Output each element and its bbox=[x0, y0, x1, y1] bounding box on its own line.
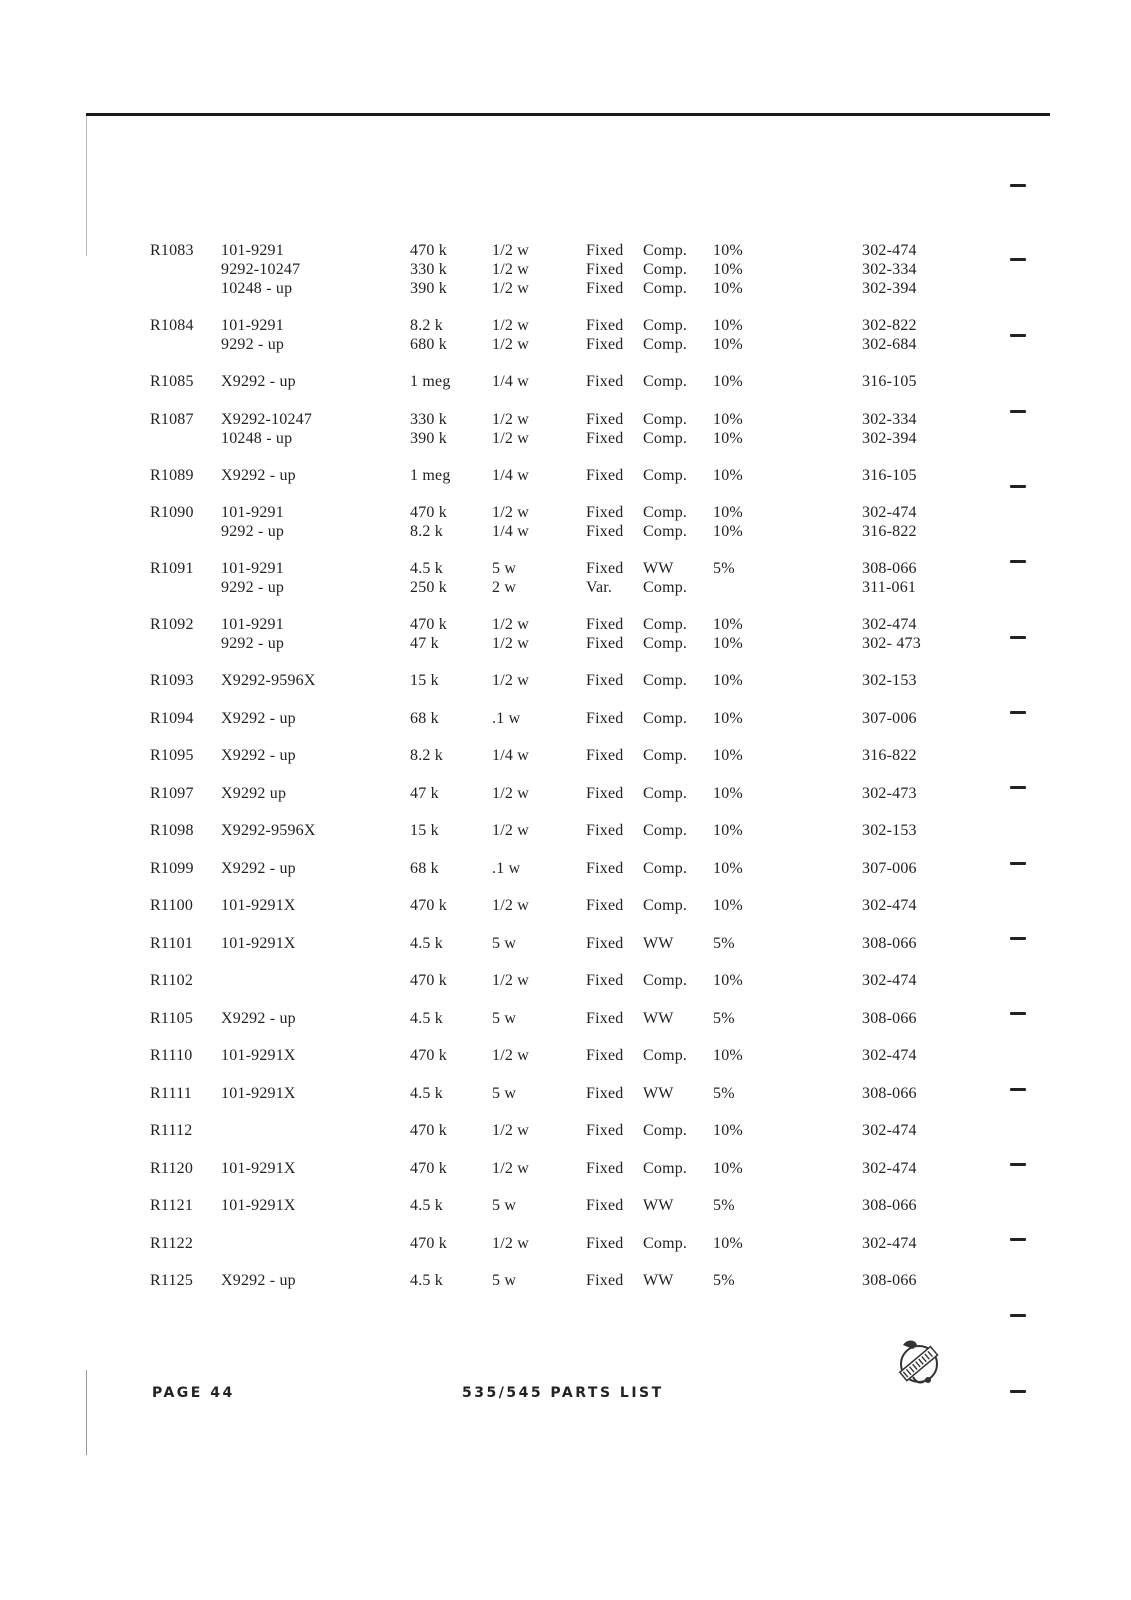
tolerance: 5% bbox=[713, 560, 735, 577]
part-number: 302-474 bbox=[862, 1234, 917, 1252]
part-number: 302-394 bbox=[862, 280, 917, 297]
tolerance: 10% bbox=[713, 261, 743, 278]
tolerance: 10% bbox=[713, 373, 743, 390]
composition: WW bbox=[643, 1197, 674, 1214]
part-number: 316-105 bbox=[862, 466, 917, 484]
composition: Comp. bbox=[643, 1159, 688, 1177]
tolerance: 10% bbox=[713, 1159, 743, 1177]
wattage: .1 w bbox=[492, 859, 521, 877]
wattage: 5 w bbox=[492, 934, 517, 952]
part-number: 307-006 bbox=[862, 709, 917, 727]
resistor-type: Fixed bbox=[586, 1197, 624, 1214]
tolerance: 10% bbox=[713, 672, 743, 689]
part-number: 308-066 bbox=[862, 934, 917, 952]
resistance-value: 470 k bbox=[410, 972, 447, 989]
composition: WW bbox=[643, 560, 674, 577]
wattage: 1/2 w bbox=[492, 504, 529, 521]
serial-range: 101-9291X bbox=[221, 1159, 296, 1177]
composition: Comp. bbox=[643, 410, 688, 428]
wattage: 1/2 w bbox=[492, 972, 529, 989]
part-number: 302-334 bbox=[862, 261, 917, 278]
serial-range: 101-9291 bbox=[221, 560, 284, 577]
binder-tick-mark bbox=[1010, 937, 1026, 940]
binder-tick-mark bbox=[1010, 1163, 1026, 1166]
part-number: 302- 473 bbox=[862, 635, 921, 652]
composition: Comp. bbox=[643, 429, 688, 447]
serial-range: 101-9291 bbox=[221, 616, 284, 633]
resistance-value: 4.5 k bbox=[410, 1197, 443, 1214]
composition: Comp. bbox=[643, 784, 688, 802]
serial-range: X9292 - up bbox=[221, 747, 296, 764]
resistance-value: 1 meg bbox=[410, 466, 451, 484]
resistance-value: 15 k bbox=[410, 672, 439, 689]
composition: Comp. bbox=[643, 672, 688, 689]
part-number: 302-474 bbox=[862, 242, 917, 259]
wattage: 1/2 w bbox=[492, 242, 529, 259]
resistor-type: Fixed bbox=[586, 1009, 624, 1027]
resistor-type: Fixed bbox=[586, 1084, 624, 1102]
part-number: 302-474 bbox=[862, 1047, 917, 1064]
composition: WW bbox=[643, 1084, 674, 1102]
binder-tick-mark bbox=[1010, 184, 1026, 187]
wattage: 5 w bbox=[492, 1197, 517, 1214]
wattage: 5 w bbox=[492, 1272, 517, 1289]
circuit-ref: R1089 bbox=[150, 466, 194, 484]
tolerance: 10% bbox=[713, 1047, 743, 1064]
resistor-type: Fixed bbox=[586, 1122, 624, 1139]
resistor-type: Fixed bbox=[586, 410, 624, 428]
resistance-value: 8.2 k bbox=[410, 523, 443, 540]
part-number: 302-474 bbox=[862, 972, 917, 989]
composition: Comp. bbox=[643, 635, 688, 652]
composition: Comp. bbox=[643, 261, 688, 278]
resistance-value: 470 k bbox=[410, 1159, 447, 1177]
circuit-ref: R1094 bbox=[150, 709, 194, 727]
circuit-ref: R1095 bbox=[150, 747, 194, 764]
tolerance: 10% bbox=[713, 859, 743, 877]
resistance-value: 4.5 k bbox=[410, 1009, 443, 1027]
resistance-value: 470 k bbox=[410, 242, 447, 259]
part-number: 302-153 bbox=[862, 822, 917, 839]
composition: Comp. bbox=[643, 972, 688, 989]
resistance-value: 330 k bbox=[410, 410, 447, 428]
wattage: 1/2 w bbox=[492, 1234, 529, 1252]
serial-range: X9292 - up bbox=[221, 1009, 296, 1027]
serial-range: 101-9291X bbox=[221, 1084, 296, 1102]
circuit-ref: R1091 bbox=[150, 560, 194, 577]
tolerance: 10% bbox=[713, 1122, 743, 1139]
composition: Comp. bbox=[643, 747, 688, 764]
circuit-ref: R1098 bbox=[150, 822, 194, 839]
resistor-type: Fixed bbox=[586, 709, 624, 727]
resistance-value: 47 k bbox=[410, 784, 439, 802]
circuit-ref: R1121 bbox=[150, 1197, 194, 1214]
wattage: 1/2 w bbox=[492, 1159, 529, 1177]
wattage: 1/4 w bbox=[492, 523, 529, 540]
binder-tick-mark bbox=[1010, 1390, 1026, 1393]
composition: WW bbox=[643, 1009, 674, 1027]
part-number: 311-061 bbox=[862, 579, 917, 596]
part-number: 302-474 bbox=[862, 616, 917, 633]
wattage: 1/2 w bbox=[492, 317, 529, 334]
resistance-value: 470 k bbox=[410, 1122, 447, 1139]
wattage: 1/2 w bbox=[492, 635, 529, 652]
circuit-ref: R1100 bbox=[150, 897, 194, 914]
tolerance: 10% bbox=[713, 429, 743, 447]
serial-range: 101-9291 bbox=[221, 317, 284, 334]
page-edge-line bbox=[86, 116, 87, 256]
circuit-ref: R1101 bbox=[150, 934, 194, 952]
resistor-type: Fixed bbox=[586, 1047, 624, 1064]
wattage: 5 w bbox=[492, 560, 517, 577]
resistance-value: 390 k bbox=[410, 280, 447, 297]
serial-range: 101-9291X bbox=[221, 1197, 296, 1214]
tolerance: 10% bbox=[713, 336, 743, 353]
tektronix-logo-icon bbox=[893, 1337, 945, 1389]
tolerance: 5% bbox=[713, 1009, 735, 1027]
circuit-ref: R1085 bbox=[150, 373, 194, 390]
tolerance: 10% bbox=[713, 972, 743, 989]
binder-tick-mark bbox=[1010, 1088, 1026, 1091]
part-number: 302-684 bbox=[862, 336, 917, 353]
binder-tick-mark bbox=[1010, 1012, 1026, 1015]
tolerance: 5% bbox=[713, 1197, 735, 1214]
part-number: 316-105 bbox=[862, 373, 917, 390]
part-number: 302-474 bbox=[862, 1122, 917, 1139]
tolerance: 10% bbox=[713, 504, 743, 521]
resistance-value: 470 k bbox=[410, 504, 447, 521]
part-number: 308-066 bbox=[862, 1009, 917, 1027]
wattage: 1/2 w bbox=[492, 672, 529, 689]
resistance-value: 68 k bbox=[410, 709, 439, 727]
part-number: 302-474 bbox=[862, 1159, 917, 1177]
resistor-type: Fixed bbox=[586, 859, 624, 877]
part-number: 302-822 bbox=[862, 317, 917, 334]
serial-range: 101-9291 bbox=[221, 504, 284, 521]
tolerance: 10% bbox=[713, 1234, 743, 1252]
wattage: 1/2 w bbox=[492, 280, 529, 297]
tolerance: 10% bbox=[713, 616, 743, 633]
resistance-value: 1 meg bbox=[410, 373, 451, 390]
serial-range: X9292 - up bbox=[221, 1272, 296, 1289]
resistance-value: 680 k bbox=[410, 336, 447, 353]
resistor-type: Fixed bbox=[586, 280, 624, 297]
composition: Comp. bbox=[643, 336, 688, 353]
wattage: 1/2 w bbox=[492, 822, 529, 839]
document-title: 535/545 PARTS LIST bbox=[462, 1385, 664, 1401]
page-number: PAGE 44 bbox=[152, 1385, 235, 1401]
serial-range: 10248 - up bbox=[221, 280, 293, 297]
serial-range: 9292 - up bbox=[221, 579, 285, 596]
serial-range: 101-9291X bbox=[221, 934, 296, 952]
resistance-value: 470 k bbox=[410, 897, 447, 914]
circuit-ref: R1112 bbox=[150, 1122, 193, 1139]
circuit-ref: R1093 bbox=[150, 672, 194, 689]
composition: Comp. bbox=[643, 1047, 688, 1064]
circuit-ref: R1125 bbox=[150, 1272, 194, 1289]
part-number: 308-066 bbox=[862, 1197, 917, 1214]
resistor-type: Fixed bbox=[586, 560, 624, 577]
composition: Comp. bbox=[643, 523, 688, 540]
part-number: 302-153 bbox=[862, 672, 917, 689]
composition: WW bbox=[643, 934, 674, 952]
binder-tick-mark bbox=[1010, 560, 1026, 563]
page-edge-line bbox=[86, 1370, 87, 1455]
part-number: 302-474 bbox=[862, 897, 917, 914]
resistor-type: Fixed bbox=[586, 1159, 624, 1177]
tolerance: 5% bbox=[713, 934, 735, 952]
serial-range: 101-9291 bbox=[221, 242, 284, 259]
resistor-type: Fixed bbox=[586, 1234, 624, 1252]
composition: Comp. bbox=[643, 859, 688, 877]
serial-range: 9292 - up bbox=[221, 635, 285, 652]
resistance-value: 390 k bbox=[410, 429, 447, 447]
serial-range: 9292-10247 bbox=[221, 261, 301, 278]
binder-tick-mark bbox=[1010, 1314, 1026, 1317]
resistor-type: Fixed bbox=[586, 373, 624, 390]
tolerance: 10% bbox=[713, 747, 743, 764]
binder-tick-mark bbox=[1010, 786, 1026, 789]
binder-tick-mark bbox=[1010, 334, 1026, 337]
resistance-value: 470 k bbox=[410, 616, 447, 633]
tolerance: 10% bbox=[713, 897, 743, 914]
tolerance: 10% bbox=[713, 317, 743, 334]
serial-range: 9292 - up bbox=[221, 523, 285, 540]
wattage: 1/2 w bbox=[492, 897, 529, 914]
resistor-type: Fixed bbox=[586, 897, 624, 914]
circuit-ref: R1087 bbox=[150, 410, 194, 428]
serial-range: X9292-9596X bbox=[221, 822, 316, 839]
wattage: 1/2 w bbox=[492, 784, 529, 802]
resistance-value: 8.2 k bbox=[410, 317, 443, 334]
composition: Comp. bbox=[643, 709, 688, 727]
circuit-ref: R1097 bbox=[150, 784, 194, 802]
serial-range: X9292-10247 bbox=[221, 410, 313, 428]
resistor-type: Fixed bbox=[586, 429, 624, 447]
resistor-type: Fixed bbox=[586, 972, 624, 989]
resistor-type: Fixed bbox=[586, 784, 624, 802]
binder-tick-mark bbox=[1010, 258, 1026, 261]
composition: Comp. bbox=[643, 822, 688, 839]
binder-tick-mark bbox=[1010, 862, 1026, 865]
resistance-value: 15 k bbox=[410, 822, 439, 839]
serial-range: X9292 - up bbox=[221, 466, 296, 484]
resistance-value: 8.2 k bbox=[410, 747, 443, 764]
part-number: 308-066 bbox=[862, 1084, 917, 1102]
resistor-type: Var. bbox=[586, 579, 613, 596]
part-number: 316-822 bbox=[862, 523, 917, 540]
wattage: 1/2 w bbox=[492, 429, 529, 447]
wattage: 1/4 w bbox=[492, 747, 529, 764]
tolerance: 10% bbox=[713, 466, 743, 484]
circuit-ref: R1120 bbox=[150, 1159, 194, 1177]
composition: WW bbox=[643, 1272, 674, 1289]
serial-range: 101-9291X bbox=[221, 897, 296, 914]
binder-tick-mark bbox=[1010, 1238, 1026, 1241]
wattage: 1/2 w bbox=[492, 1047, 529, 1064]
resistance-value: 4.5 k bbox=[410, 1084, 443, 1102]
wattage: 5 w bbox=[492, 1009, 517, 1027]
resistor-type: Fixed bbox=[586, 504, 624, 521]
top-rule bbox=[86, 113, 1050, 116]
serial-range: X9292 - up bbox=[221, 859, 296, 877]
resistor-type: Fixed bbox=[586, 466, 624, 484]
resistor-type: Fixed bbox=[586, 336, 624, 353]
resistor-type: Fixed bbox=[586, 317, 624, 334]
tolerance: 5% bbox=[713, 1272, 735, 1289]
serial-range: 101-9291X bbox=[221, 1047, 296, 1064]
composition: Comp. bbox=[643, 242, 688, 259]
tolerance: 10% bbox=[713, 709, 743, 727]
binder-tick-mark bbox=[1010, 711, 1026, 714]
resistor-type: Fixed bbox=[586, 747, 624, 764]
resistance-value: 250 k bbox=[410, 579, 447, 596]
resistance-value: 470 k bbox=[410, 1047, 447, 1064]
tolerance: 10% bbox=[713, 784, 743, 802]
serial-range: 9292 - up bbox=[221, 336, 285, 353]
serial-range: X9292 up bbox=[221, 784, 287, 802]
composition: Comp. bbox=[643, 897, 688, 914]
serial-range: X9292 - up bbox=[221, 709, 296, 727]
binder-tick-mark bbox=[1010, 636, 1026, 639]
binder-tick-mark bbox=[1010, 485, 1026, 488]
part-number: 308-066 bbox=[862, 1272, 917, 1289]
part-number: 316-822 bbox=[862, 747, 917, 764]
composition: Comp. bbox=[643, 280, 688, 297]
resistance-value: 4.5 k bbox=[410, 560, 443, 577]
wattage: 1/2 w bbox=[492, 410, 529, 428]
circuit-ref: R1111 bbox=[150, 1084, 192, 1102]
tolerance: 5% bbox=[713, 1084, 735, 1102]
part-number: 302-334 bbox=[862, 410, 917, 428]
resistor-type: Fixed bbox=[586, 523, 624, 540]
tolerance: 10% bbox=[713, 410, 743, 428]
serial-range: 10248 - up bbox=[221, 429, 293, 447]
resistor-type: Fixed bbox=[586, 635, 624, 652]
circuit-ref: R1090 bbox=[150, 504, 194, 521]
circuit-ref: R1122 bbox=[150, 1234, 194, 1252]
composition: Comp. bbox=[643, 466, 688, 484]
circuit-ref: R1092 bbox=[150, 616, 194, 633]
composition: Comp. bbox=[643, 616, 688, 633]
circuit-ref: R1102 bbox=[150, 972, 194, 989]
tolerance: 10% bbox=[713, 242, 743, 259]
wattage: 1/2 w bbox=[492, 261, 529, 278]
tolerance: 10% bbox=[713, 822, 743, 839]
circuit-ref: R1083 bbox=[150, 242, 194, 259]
wattage: .1 w bbox=[492, 709, 521, 727]
composition: Comp. bbox=[643, 1234, 688, 1252]
resistor-type: Fixed bbox=[586, 242, 624, 259]
composition: Comp. bbox=[643, 317, 688, 334]
resistor-type: Fixed bbox=[586, 934, 624, 952]
resistor-type: Fixed bbox=[586, 1272, 624, 1289]
resistor-type: Fixed bbox=[586, 672, 624, 689]
resistance-value: 4.5 k bbox=[410, 1272, 443, 1289]
circuit-ref: R1099 bbox=[150, 859, 194, 877]
wattage: 1/2 w bbox=[492, 336, 529, 353]
resistance-value: 470 k bbox=[410, 1234, 447, 1252]
tolerance: 10% bbox=[713, 635, 743, 652]
part-number: 302-473 bbox=[862, 784, 917, 802]
part-number: 307-006 bbox=[862, 859, 917, 877]
circuit-ref: R1105 bbox=[150, 1009, 194, 1027]
part-number: 308-066 bbox=[862, 560, 917, 577]
wattage: 1/2 w bbox=[492, 616, 529, 633]
composition: Comp. bbox=[643, 1122, 688, 1139]
resistor-type: Fixed bbox=[586, 822, 624, 839]
wattage: 2 w bbox=[492, 579, 517, 596]
part-number: 302-474 bbox=[862, 504, 917, 521]
composition: Comp. bbox=[643, 579, 688, 596]
composition: Comp. bbox=[643, 373, 688, 390]
binder-tick-mark bbox=[1010, 410, 1026, 413]
resistor-type: Fixed bbox=[586, 616, 624, 633]
wattage: 1/4 w bbox=[492, 466, 529, 484]
tolerance: 10% bbox=[713, 280, 743, 297]
tolerance: 10% bbox=[713, 523, 743, 540]
wattage: 1/4 w bbox=[492, 373, 529, 390]
circuit-ref: R1110 bbox=[150, 1047, 193, 1064]
wattage: 5 w bbox=[492, 1084, 517, 1102]
resistance-value: 4.5 k bbox=[410, 934, 443, 952]
resistor-type: Fixed bbox=[586, 261, 624, 278]
part-number: 302-394 bbox=[862, 429, 917, 447]
resistance-value: 68 k bbox=[410, 859, 439, 877]
resistance-value: 47 k bbox=[410, 635, 439, 652]
serial-range: X9292-9596X bbox=[221, 672, 316, 689]
wattage: 1/2 w bbox=[492, 1122, 529, 1139]
resistance-value: 330 k bbox=[410, 261, 447, 278]
serial-range: X9292 - up bbox=[221, 373, 296, 390]
circuit-ref: R1084 bbox=[150, 317, 194, 334]
composition: Comp. bbox=[643, 504, 688, 521]
